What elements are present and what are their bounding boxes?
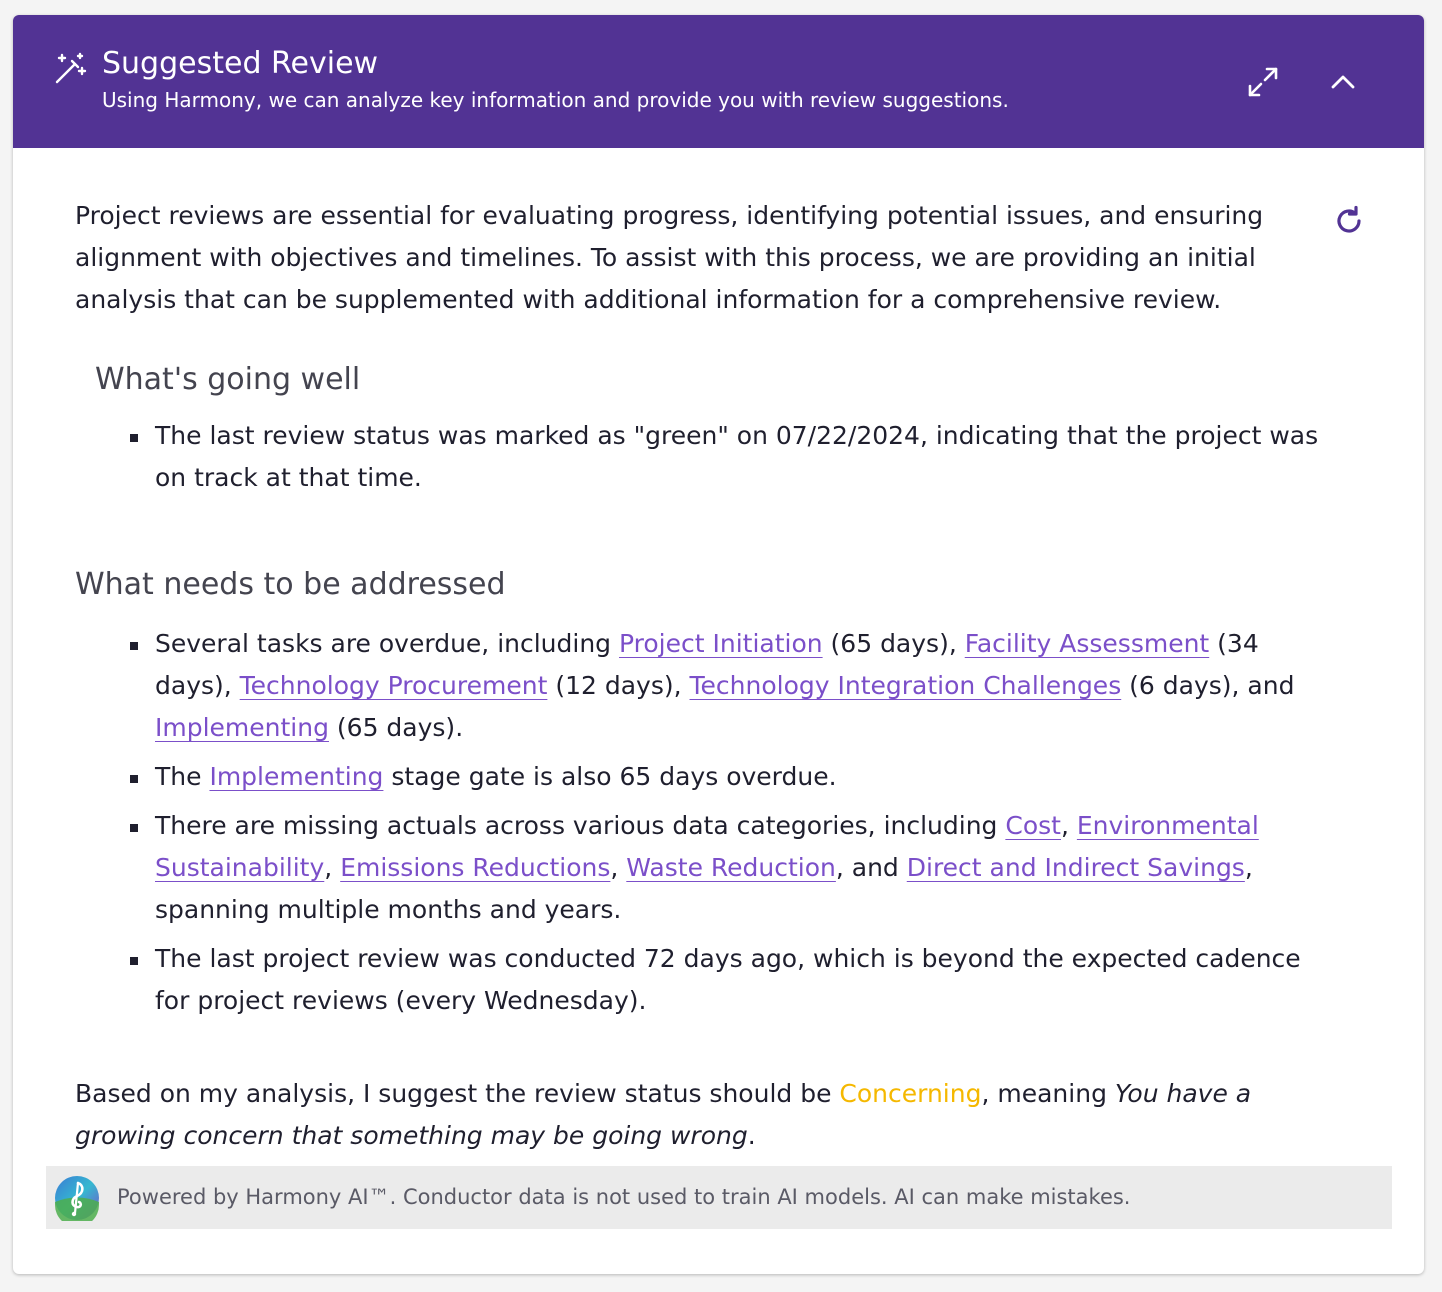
needs-addressed-heading: What needs to be addressed <box>75 567 506 602</box>
item-text: (65 days), <box>822 629 965 658</box>
item-text: The <box>155 762 210 791</box>
item-text: Several tasks are overdue, including <box>155 629 619 658</box>
link-technology-integration-challenges[interactable]: Technology Integration Challenges <box>689 671 1122 700</box>
card-header <box>13 15 1424 148</box>
intro-paragraph: Project reviews are essential for evaluating progress, identifying potential issues, and ensuring alignment with objectives and timelines. To assist with this process, we are providing an initial analysis that can be supplemented with additional information for a comprehensive review. <box>75 201 1264 314</box>
link-waste-reduction[interactable]: Waste Reduction <box>626 853 836 882</box>
item-text: , <box>1060 811 1077 840</box>
needs-addressed-list <box>75 623 1335 1029</box>
item-text: , <box>324 853 341 882</box>
list-item <box>75 805 1335 931</box>
card-subtitle: Using Harmony, we can analyze key information and provide you with review suggestions. <box>102 88 1009 112</box>
item-text: (6 days), and <box>1121 671 1295 700</box>
link-direct-and-indirect-savings[interactable]: Direct and Indirect Savings <box>906 853 1245 882</box>
item-text: , spanning multiple months and years. <box>155 853 1253 924</box>
list-item <box>75 623 1335 749</box>
review-content <box>75 195 1375 1150</box>
item-text: (34 days), <box>155 629 1259 700</box>
summary-text: , meaning <box>981 1079 1115 1108</box>
list-item: The last review status was marked as "green" on 07/22/2024, indicating that the project was on track at that time. <box>75 415 1335 499</box>
link-implementing[interactable]: Implementing <box>155 713 329 742</box>
link-facility-assessment[interactable]: Facility Assessment <box>964 629 1210 658</box>
summary-text: Based on my analysis, I suggest the review status should be <box>75 1079 840 1108</box>
item-text: (12 days), <box>547 671 690 700</box>
item-text: stage gate is also 65 days overdue. <box>383 762 837 791</box>
summary-paragraph <box>75 1073 1325 1157</box>
ai-disclaimer-footer <box>46 1166 1392 1229</box>
summary-text: . <box>747 1121 756 1150</box>
item-text: , <box>610 853 627 882</box>
magic-wand-icon <box>53 52 87 86</box>
ai-disclaimer-text: Powered by Harmony AI™. Conductor data is not used to train AI models. AI can make mistakes. <box>117 1185 1131 1209</box>
status-concerning: Concerning <box>839 1079 982 1108</box>
item-text: (65 days). <box>328 713 464 742</box>
list-item: The last project review was conducted 72 days ago, which is beyond the expected cadence for project reviews (every Wednesday). <box>75 938 1335 1022</box>
status-meaning: You have a growing concern that something may be going wrong <box>75 1079 1252 1150</box>
link-cost[interactable]: Cost <box>1005 811 1061 840</box>
card-title: Suggested Review <box>102 46 379 81</box>
suggested-review-card <box>13 15 1424 1274</box>
chevron-up-icon[interactable] <box>1325 64 1361 100</box>
going-well-heading: What's going well <box>95 362 361 397</box>
expand-icon[interactable] <box>1245 64 1281 100</box>
item-text: , and <box>835 853 907 882</box>
link-implementing-stage-gate[interactable]: Implementing <box>209 762 384 791</box>
link-environmental-sustainability[interactable]: Environmental Sustainability <box>155 811 1259 882</box>
harmony-logo-icon <box>54 1175 100 1221</box>
list-item <box>75 756 1335 798</box>
link-project-initiation[interactable]: Project Initiation <box>619 629 823 658</box>
link-emissions-reductions[interactable]: Emissions Reductions <box>340 853 611 882</box>
item-text: There are missing actuals across various data categories, including <box>155 811 1006 840</box>
link-technology-procurement[interactable]: Technology Procurement <box>239 671 548 700</box>
going-well-list <box>75 415 1335 506</box>
